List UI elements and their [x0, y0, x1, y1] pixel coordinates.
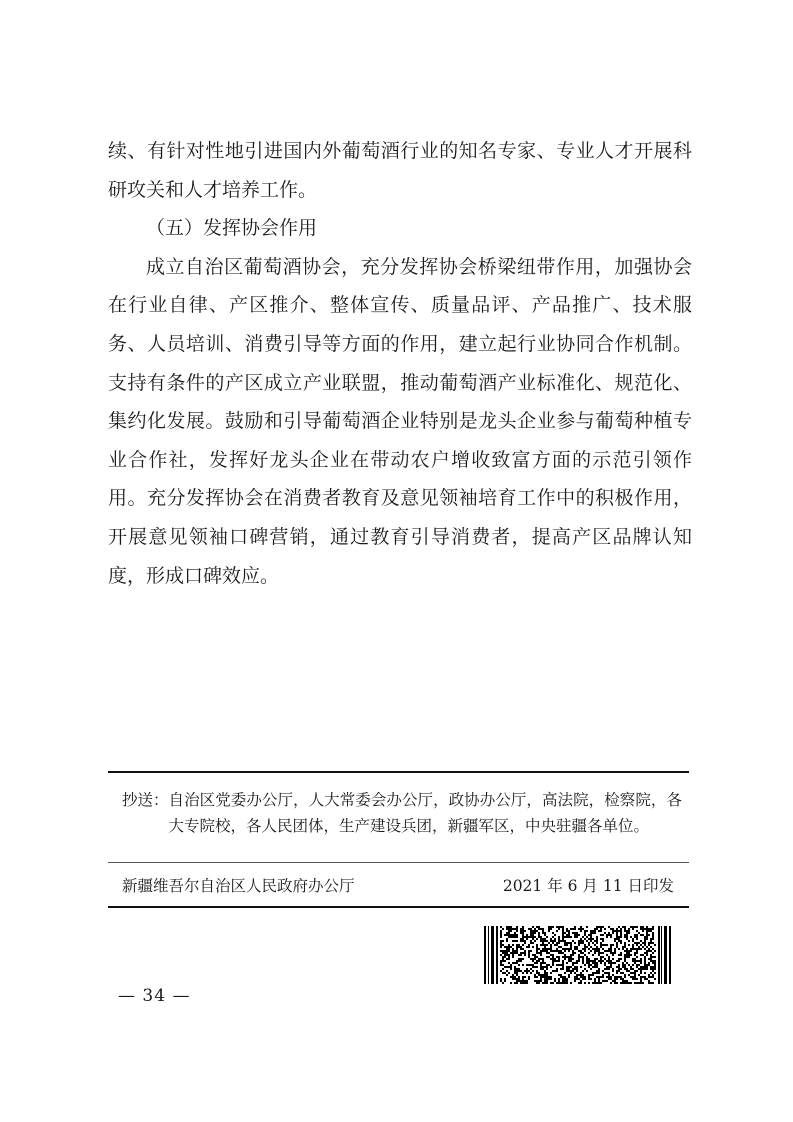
body-text [108, 132, 692, 595]
footer-middle-rule [108, 862, 689, 863]
barcode-icon [484, 926, 672, 984]
cc-label: 抄送： [122, 791, 169, 809]
page-number: — 34 — [118, 986, 191, 1006]
paragraph-continuation: 续、有针对性地引进国内外葡萄酒行业的知名专家、专业人才开展科研攻关和人才培养工作。 [108, 140, 692, 201]
issuer-row [122, 873, 674, 899]
footer-bottom-rule [108, 906, 689, 908]
issue-date: 2021 年 6 月 11 日印发 [502, 877, 674, 895]
issuing-office: 新疆维吾尔自治区人民政府办公厅 [122, 877, 355, 895]
paragraph-association: 成立自治区葡萄酒协会，充分发挥协会桥梁纽带作用，加强协会在行业自律、产区推介、整体宣传、质量品评、产品推广、技术服务、人员培训、消费引导等方面的作用，建立起行业协同合作机制。支持有条件的产区成立产业联盟，推动葡萄酒产业标准化、规范化、集约化发展。鼓励和引导葡萄酒企业特别是龙头企业参与葡萄种植专业合作社，发挥好龙头企业在带动农户增收致富方面的示范引领作用。充分发挥协会在消费者教育及意见领袖培育工作中的积极作用，开展意见领袖口碑营销，通过教育引导消费者，提高产区品牌认知度，形成口碑效应。 [108, 255, 692, 587]
section-heading: （五）发挥协会作用 [146, 217, 318, 240]
cc-recipients: 自治区党委办公厅，人大常委会办公厅，政协办公厅，高法院，检察院，各大专院校，各人民团体，生产建设兵团，新疆军区，中央驻疆各单位。 [168, 791, 682, 835]
footer-top-rule [108, 771, 689, 773]
cc-block [122, 787, 682, 839]
